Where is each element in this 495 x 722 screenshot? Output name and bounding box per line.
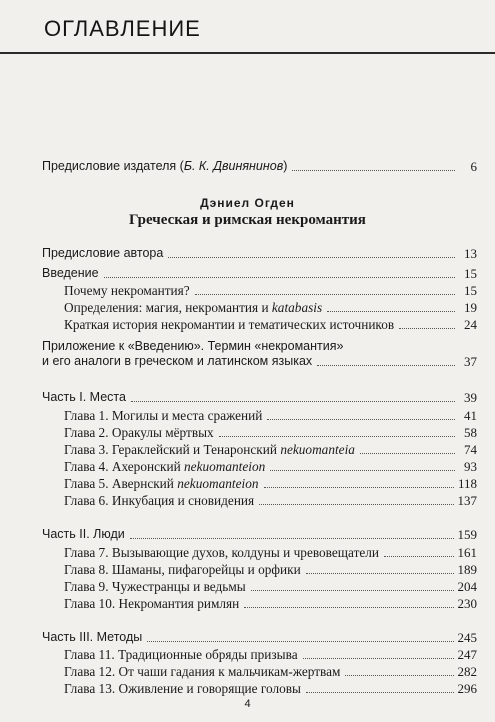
dot-leader <box>345 675 453 676</box>
dot-leader <box>147 641 453 642</box>
toc-entry[interactable]: Глава 11. Традиционные обряды призыва 247 <box>64 647 477 662</box>
toc-entry-part[interactable]: Часть III. Методы 245 <box>42 630 477 645</box>
dot-leader <box>399 328 455 329</box>
dot-leader <box>168 257 455 258</box>
dot-leader <box>384 556 453 557</box>
toc-entry[interactable]: Глава 3. Гераклейский и Тенаронский nekuomanteia 74 <box>64 442 477 457</box>
toc-entry[interactable]: и его аналоги в греческом и латинском языках 37 <box>42 354 477 369</box>
toc-entry[interactable]: Глава 13. Оживление и говорящие головы 296 <box>64 681 477 696</box>
page-number: 4 <box>244 698 251 710</box>
toc-entry-part[interactable]: Часть I. Места 39 <box>42 390 477 405</box>
author-name: Дэниел Огден <box>200 196 295 210</box>
toc-entry[interactable]: Глава 8. Шаманы, пифагорейцы и орфики 189 <box>64 562 477 577</box>
toc-entry[interactable]: Глава 12. От чаши гадания к мальчикам-жертвам 282 <box>64 664 477 679</box>
toc-entry[interactable]: Глава 4. Ахеронский nekuomanteion 93 <box>64 459 477 474</box>
dot-leader <box>130 538 454 539</box>
toc-entry[interactable]: Глава 5. Авернский nekuomanteion 118 <box>64 476 477 491</box>
dot-leader <box>360 453 455 454</box>
dot-leader <box>267 419 455 420</box>
dot-leader <box>327 311 455 312</box>
page-heading: ОГЛАВЛЕНИЕ <box>44 16 201 41</box>
toc-entry-publisher-preface[interactable] <box>42 157 477 174</box>
toc-entry-label: Предисловие издателя (Б. К. Двинянинов) <box>42 159 288 173</box>
dot-leader <box>317 365 455 366</box>
toc-entry[interactable]: Краткая история некромантии и тематических источников 24 <box>64 317 477 332</box>
toc-entry[interactable]: Определения: магия, некромантия и katabasis 19 <box>64 300 477 315</box>
dot-leader <box>264 487 454 488</box>
dot-leader <box>259 504 453 505</box>
dot-leader <box>219 436 455 437</box>
toc-entry[interactable]: Глава 9. Чужестранцы и ведьмы 204 <box>64 579 477 594</box>
dot-leader <box>292 170 455 171</box>
dot-leader <box>306 573 454 574</box>
toc-page-number: 6 <box>470 159 477 174</box>
dot-leader <box>303 658 454 659</box>
dot-leader <box>244 607 453 608</box>
toc-entry[interactable]: Предисловие автора 13 <box>42 246 477 261</box>
toc-entry[interactable]: Почему некромантия? 15 <box>64 283 477 298</box>
toc-entry[interactable]: Введение 15 <box>42 266 477 281</box>
toc-entry[interactable]: Глава 10. Некромантия римлян 230 <box>64 596 477 611</box>
toc-entry[interactable]: Глава 1. Могилы и места сражений 41 <box>64 408 477 423</box>
dot-leader <box>104 277 455 278</box>
toc-entry-appendix-line1[interactable]: Приложение к «Введению». Термин «некромантия» <box>42 339 344 353</box>
dot-leader <box>306 692 454 693</box>
heading-rule <box>0 52 495 54</box>
book-title: Греческая и римская некромантия <box>129 212 366 228</box>
toc-entry[interactable]: Глава 7. Вызывающие духов, колдуны и чревовещатели 161 <box>64 545 477 560</box>
dot-leader <box>270 470 455 471</box>
toc-entry-part[interactable]: Часть II. Люди 159 <box>42 527 477 542</box>
dot-leader <box>251 590 454 591</box>
toc-entry[interactable]: Глава 6. Инкубация и сновидения 137 <box>64 493 477 508</box>
dot-leader <box>195 294 455 295</box>
toc-entry[interactable]: Глава 2. Оракулы мёртвых 58 <box>64 425 477 440</box>
dot-leader <box>131 401 455 402</box>
